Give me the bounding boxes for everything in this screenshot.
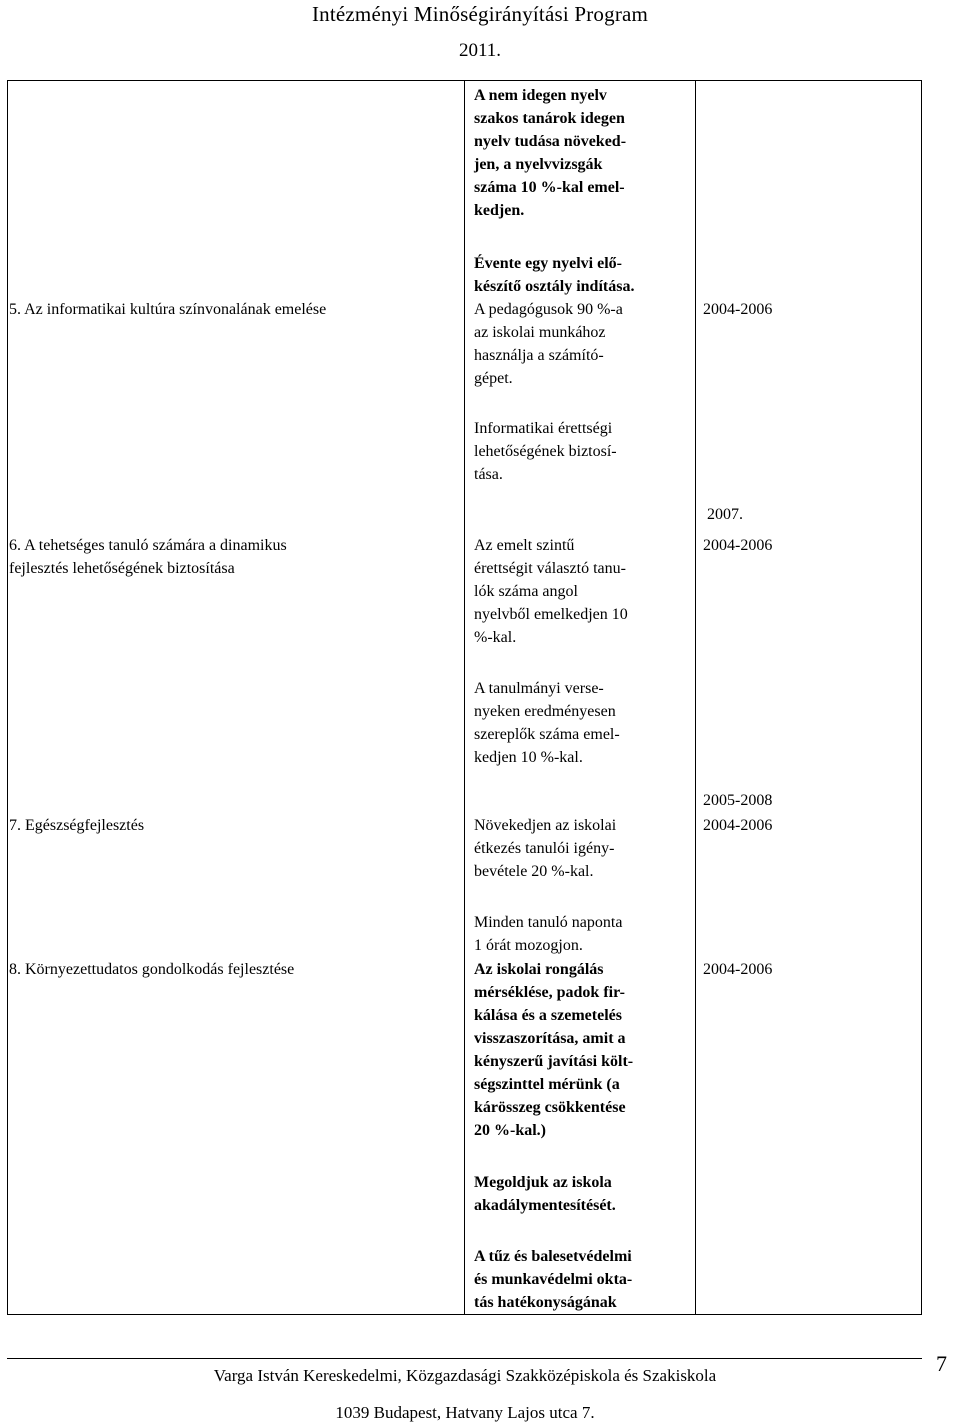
- goal-safety-training: A tűz és balesetvédelmi és munkavédelmi okta- tás hatékonyságának: [474, 1248, 633, 1311]
- deadline-area-8: 2004-2006: [703, 961, 773, 978]
- area-6-talent-development: 6. A tehetséges tanuló számára a dinamikus fejlesztés lehetőségének biztosítása: [9, 537, 287, 577]
- deadline-area-6: 2004-2006: [703, 537, 773, 554]
- goal-advanced-english-exam: Az emelt szintű érettségit választó tanu- lók száma angol nyelvből emelkedjen 10 %-kal.: [474, 537, 628, 646]
- footer-school-name: Varga István Kereskedelmi, Közgazdasági Szakközépiskola és Szakiskola: [213, 1366, 717, 1385]
- deadline-area-7: 2004-2006: [703, 817, 773, 834]
- area-5-informatics: 5. Az informatikai kultúra színvonalának emelése: [9, 301, 327, 318]
- goal-competition-results: A tanulmányi verse- nyeken eredményesen szereplők száma emel- kedjen 10 %-kal.: [474, 680, 620, 766]
- goal-teachers-computer-use: A pedagógusok 90 %-a az iskolai munkához használja a számító- gépet.: [474, 301, 623, 387]
- goal-accessibility: Megoldjuk az iskola akadálymentesítését.: [474, 1174, 616, 1214]
- area-8-environment: 8. Környezettudatos gondolkodás fejlesztése: [9, 961, 295, 978]
- table-column-divider-2: [695, 80, 696, 1315]
- document-header-title: Intézményi Minőségirányítási Program: [311, 2, 649, 26]
- goal-language-improvement: A nem idegen nyelv szakos tanárok idegen nyelv tudása növeked- jen, a nyelvvizsgák száma 10 %-kal emel- kedjen.: [474, 87, 627, 219]
- deadline-area-5: 2004-2006: [703, 301, 773, 318]
- goal-daily-exercise: Minden tanuló naponta 1 órát mozogjon.: [474, 914, 623, 954]
- deadline-competition-results: 2005-2008: [703, 792, 773, 809]
- area-7-health: 7. Egészségfejlesztés: [9, 817, 145, 834]
- page-number: 7: [936, 1351, 947, 1376]
- document-header-year: 2011.: [458, 40, 502, 61]
- goal-school-meals: Növekedjen az iskolai étkezés tanulói igény- bevétele 20 %-kal.: [474, 817, 617, 880]
- footer-address: 1039 Budapest, Hatvany Lajos utca 7.: [335, 1403, 595, 1422]
- goal-informatics-exam: Informatikai érettségi lehetőségének biztosí- tása.: [474, 420, 617, 483]
- goal-vandalism-reduction: Az iskolai rongálás mérséklése, padok fir- kálása és a szemetelés visszaszorítása, amit a kényszerű javítási költ- ségszinttel mérünk (a kárösszeg csökkentése 20 %-kal.): [474, 961, 634, 1139]
- footer-rule: [7, 1358, 922, 1359]
- goal-language-prep-class: Évente egy nyelvi elő- készítő osztály indítása.: [474, 255, 635, 295]
- table-column-divider-1: [464, 80, 465, 1315]
- deadline-informatics-exam: 2007.: [707, 506, 743, 523]
